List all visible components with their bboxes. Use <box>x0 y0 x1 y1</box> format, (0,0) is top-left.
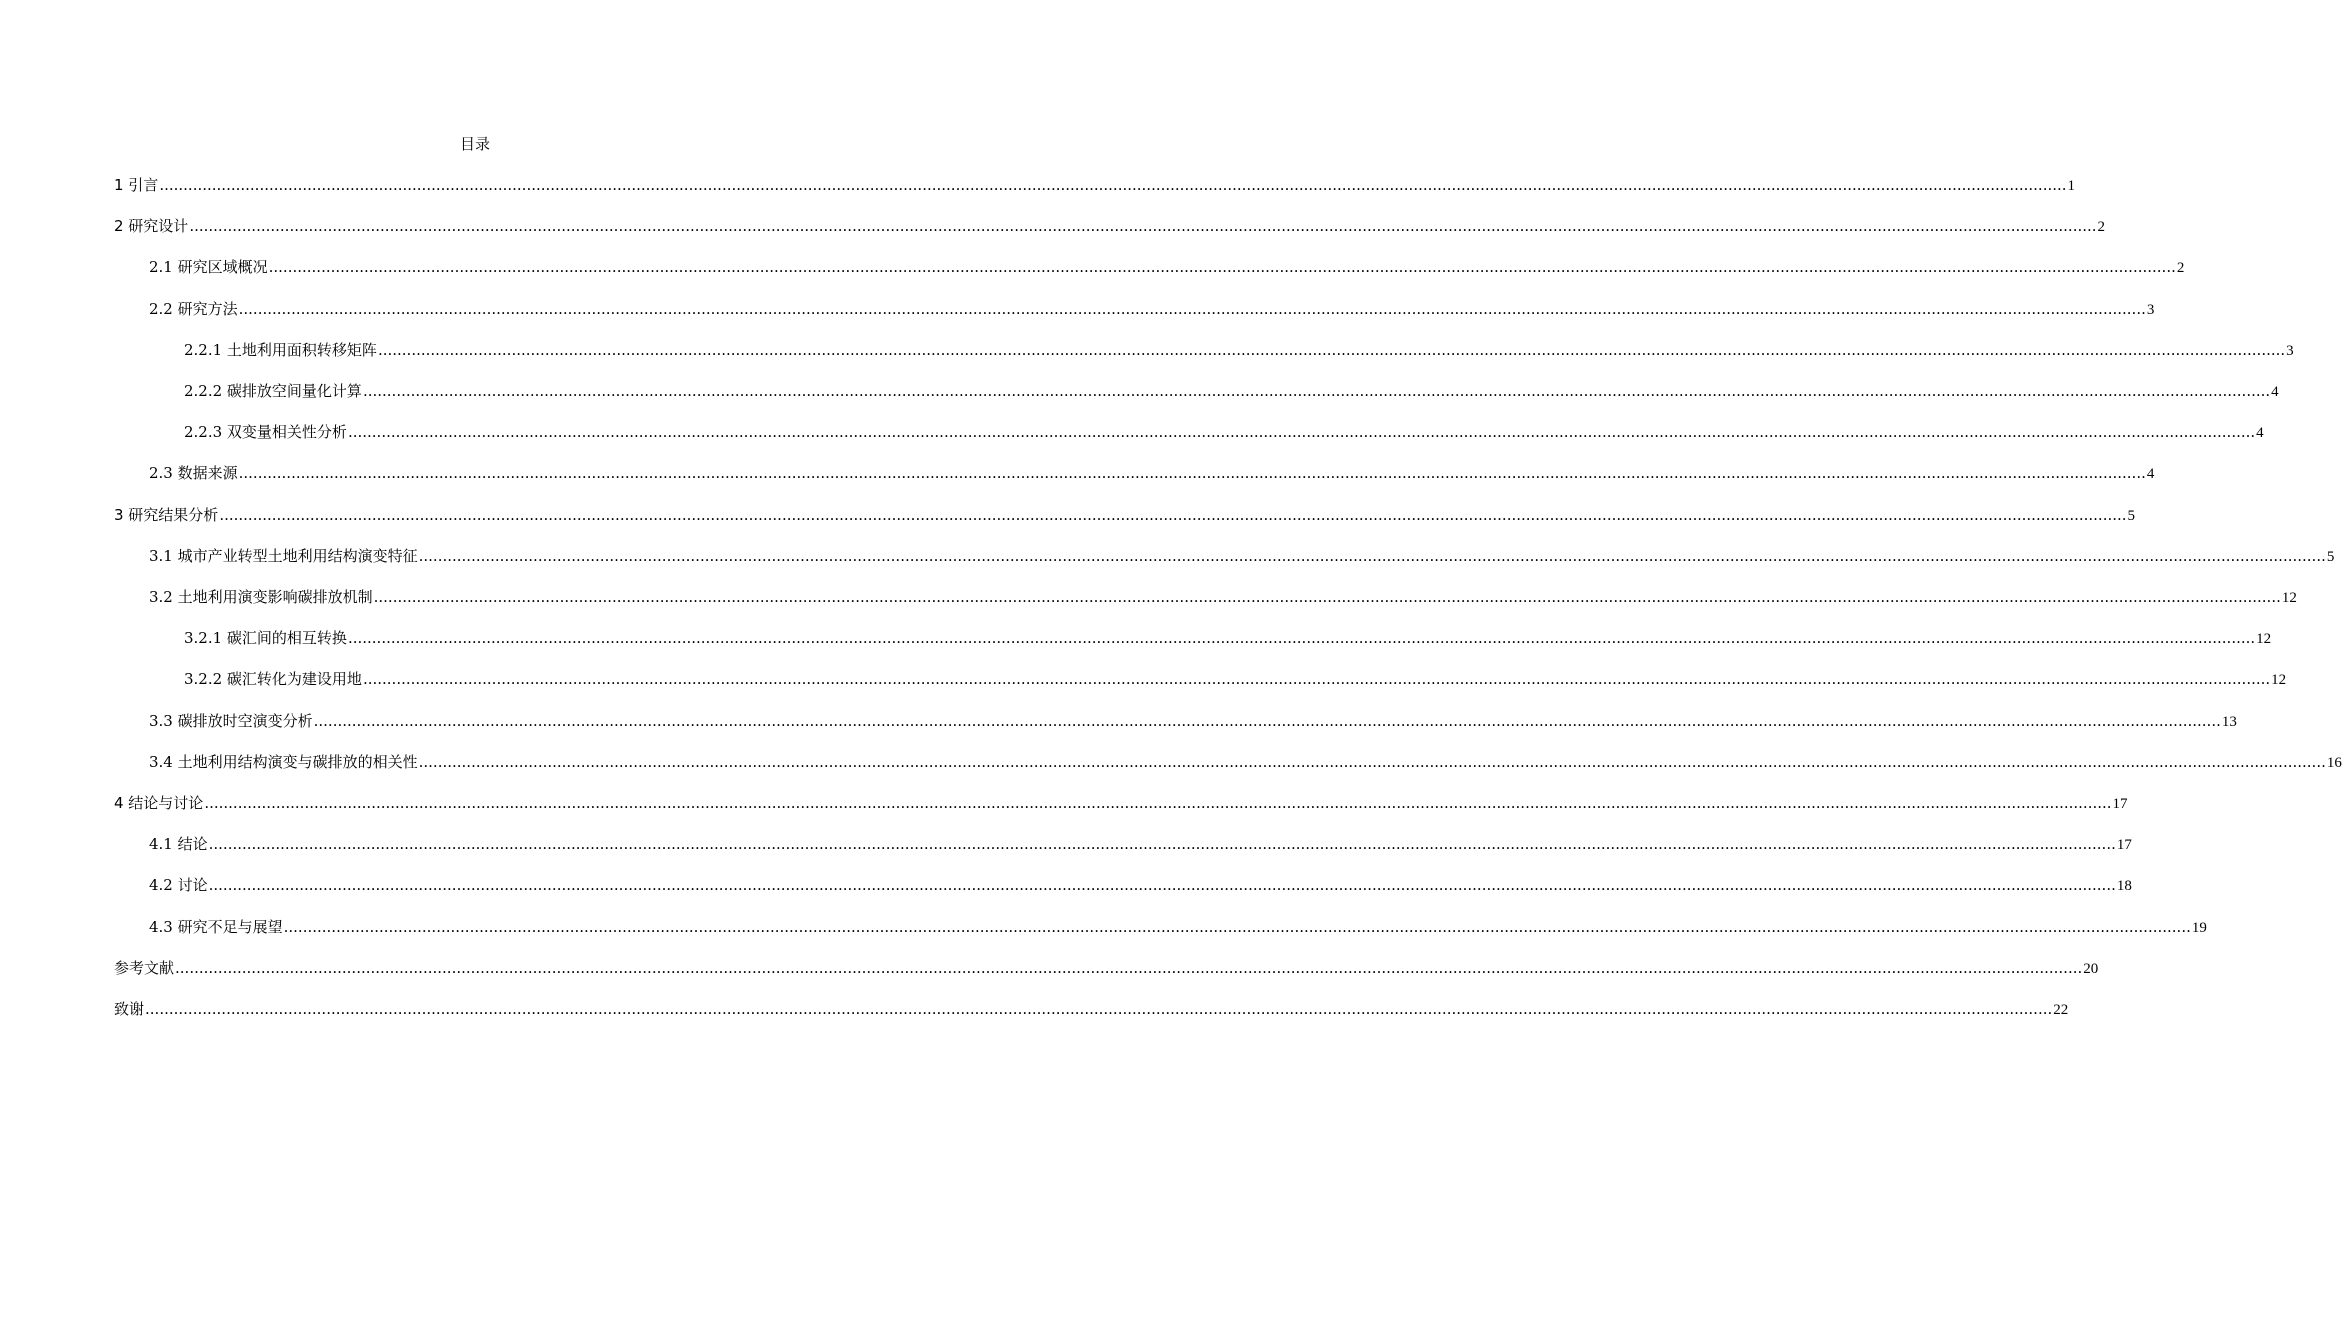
toc-entry[interactable] <box>184 381 2279 401</box>
toc-dot-leader: ................................................................................................................................................................................................................................................................................................................................................................................................................ <box>238 300 2146 318</box>
toc-entry-page-number: 16 <box>2326 755 2342 771</box>
toc-entry-page-number: 17 <box>2112 796 2128 812</box>
toc-entry[interactable] <box>114 793 2128 813</box>
toc-entry-label: 2.1 研究区域概况 <box>149 258 268 276</box>
toc-dot-leader: ................................................................................................................................................................................................................................................................................................................................................................................................................ <box>283 918 2191 936</box>
toc-entry[interactable] <box>149 299 2155 319</box>
toc-entry[interactable] <box>184 422 2264 442</box>
toc-dot-leader: ................................................................................................................................................................................................................................................................................................................................................................................................................ <box>347 629 2256 647</box>
toc-entry[interactable] <box>149 752 2342 772</box>
toc-entry-page-number: 1 <box>2067 178 2076 194</box>
toc-entry-page-number: 13 <box>2221 714 2237 730</box>
toc-title: 目录 <box>459 135 490 153</box>
toc-entry[interactable] <box>149 834 2132 854</box>
toc-dot-leader: ................................................................................................................................................................................................................................................................................................................................................................................................................ <box>208 835 2116 853</box>
toc-entry-page-number: 5 <box>2326 549 2335 565</box>
toc-entry-label: 4.3 研究不足与展望 <box>149 918 283 936</box>
toc-entry-label: 致谢 <box>114 1000 145 1018</box>
toc-entry-label: 3 研究结果分析 <box>114 506 219 524</box>
toc-entry-page-number: 20 <box>2083 961 2099 977</box>
toc-entry[interactable] <box>149 463 2155 483</box>
toc-dot-leader: ................................................................................................................................................................................................................................................................................................................................................................................................................ <box>313 712 2221 730</box>
toc-entry-page-number: 4 <box>2256 425 2264 441</box>
toc-entry-page-number: 19 <box>2191 920 2207 936</box>
toc-entry-label: 3.3 碳排放时空演变分析 <box>149 712 313 730</box>
toc-dot-leader: ................................................................................................................................................................................................................................................................................................................................................................................................................ <box>362 670 2271 688</box>
toc-entry[interactable] <box>184 669 2287 689</box>
toc-entry-page-number: 4 <box>2271 384 2279 400</box>
toc-entry-page-number: 2 <box>2176 260 2185 276</box>
toc-entry-page-number: 2 <box>2097 219 2106 235</box>
toc-entry[interactable] <box>114 175 2076 195</box>
toc-entry-label: 3.2 土地利用演变影响碳排放机制 <box>149 588 373 606</box>
toc-entry[interactable] <box>149 711 2237 731</box>
toc-dot-leader: ................................................................................................................................................................................................................................................................................................................................................................................................................ <box>189 217 2097 235</box>
toc-entry-label: 2.2 研究方法 <box>149 300 238 318</box>
toc-entry-page-number: 12 <box>2281 590 2297 606</box>
toc-entry-label: 1 引言 <box>114 176 159 194</box>
toc-entry-label: 4.2 讨论 <box>149 876 208 894</box>
toc-entry[interactable] <box>114 216 2106 236</box>
toc-dot-leader: ................................................................................................................................................................................................................................................................................................................................................................................................................ <box>418 753 2326 771</box>
toc-entry-page-number: 12 <box>2256 631 2272 647</box>
toc-entry[interactable] <box>149 546 2335 566</box>
toc-entry[interactable] <box>114 999 2069 1019</box>
toc-dot-leader: ................................................................................................................................................................................................................................................................................................................................................................................................................ <box>238 464 2146 482</box>
toc-dot-leader: ................................................................................................................................................................................................................................................................................................................................................................................................................ <box>373 588 2281 606</box>
toc-entry-page-number: 4 <box>2146 466 2155 482</box>
toc-entry-page-number: 3 <box>2146 302 2155 318</box>
toc-entry-label: 2.2.1 土地利用面积转移矩阵 <box>184 341 377 359</box>
toc-entry-label: 3.2.1 碳汇间的相互转换 <box>184 629 347 647</box>
toc-entry-label: 3.2.2 碳汇转化为建设用地 <box>184 670 362 688</box>
toc-dot-leader: ................................................................................................................................................................................................................................................................................................................................................................................................................ <box>347 423 2256 441</box>
toc-entry-page-number: 12 <box>2271 672 2287 688</box>
toc-dot-leader: ................................................................................................................................................................................................................................................................................................................................................................................................................ <box>377 341 2286 359</box>
toc-entry[interactable] <box>184 340 2294 360</box>
toc-entry-page-number: 17 <box>2116 837 2132 853</box>
toc-entry[interactable] <box>149 917 2207 937</box>
toc-dot-leader: ................................................................................................................................................................................................................................................................................................................................................................................................................ <box>418 547 2326 565</box>
toc-dot-leader: ................................................................................................................................................................................................................................................................................................................................................................................................................ <box>268 258 2176 276</box>
toc-dot-leader: ................................................................................................................................................................................................................................................................................................................................................................................................................ <box>145 1000 2053 1018</box>
toc-entry-page-number: 18 <box>2116 878 2132 894</box>
toc-dot-leader: ................................................................................................................................................................................................................................................................................................................................................................................................................ <box>204 794 2112 812</box>
toc-dot-leader: ................................................................................................................................................................................................................................................................................................................................................................................................................ <box>208 876 2116 894</box>
toc-entry-page-number: 5 <box>2127 508 2136 524</box>
toc-entry-label: 4 结论与讨论 <box>114 794 204 812</box>
toc-entry-label: 4.1 结论 <box>149 835 208 853</box>
toc-dot-leader: ................................................................................................................................................................................................................................................................................................................................................................................................................ <box>219 506 2127 524</box>
toc-entry[interactable] <box>114 505 2136 525</box>
toc-entry-label: 2.2.3 双变量相关性分析 <box>184 423 347 441</box>
toc-dot-leader: ................................................................................................................................................................................................................................................................................................................................................................................................................ <box>159 176 2067 194</box>
toc-entry-label: 2.2.2 碳排放空间量化计算 <box>184 382 362 400</box>
toc-entry-label: 3.1 城市产业转型土地利用结构演变特征 <box>149 547 418 565</box>
toc-entry-label: 2.3 数据来源 <box>149 464 238 482</box>
toc-entry[interactable] <box>149 587 2297 607</box>
toc-entry[interactable] <box>114 958 2099 978</box>
toc-entry-label: 参考文献 <box>114 959 175 977</box>
toc-entry[interactable] <box>149 875 2132 895</box>
toc-dot-leader: ................................................................................................................................................................................................................................................................................................................................................................................................................ <box>175 959 2083 977</box>
toc-entry[interactable] <box>149 257 2185 277</box>
toc-entry[interactable] <box>184 628 2272 648</box>
toc-entry-page-number: 22 <box>2053 1002 2069 1018</box>
toc-entry-page-number: 3 <box>2286 343 2294 359</box>
toc-entry-label: 3.4 土地利用结构演变与碳排放的相关性 <box>149 753 418 771</box>
toc-entry-label: 2 研究设计 <box>114 217 189 235</box>
toc-dot-leader: ................................................................................................................................................................................................................................................................................................................................................................................................................ <box>362 382 2271 400</box>
